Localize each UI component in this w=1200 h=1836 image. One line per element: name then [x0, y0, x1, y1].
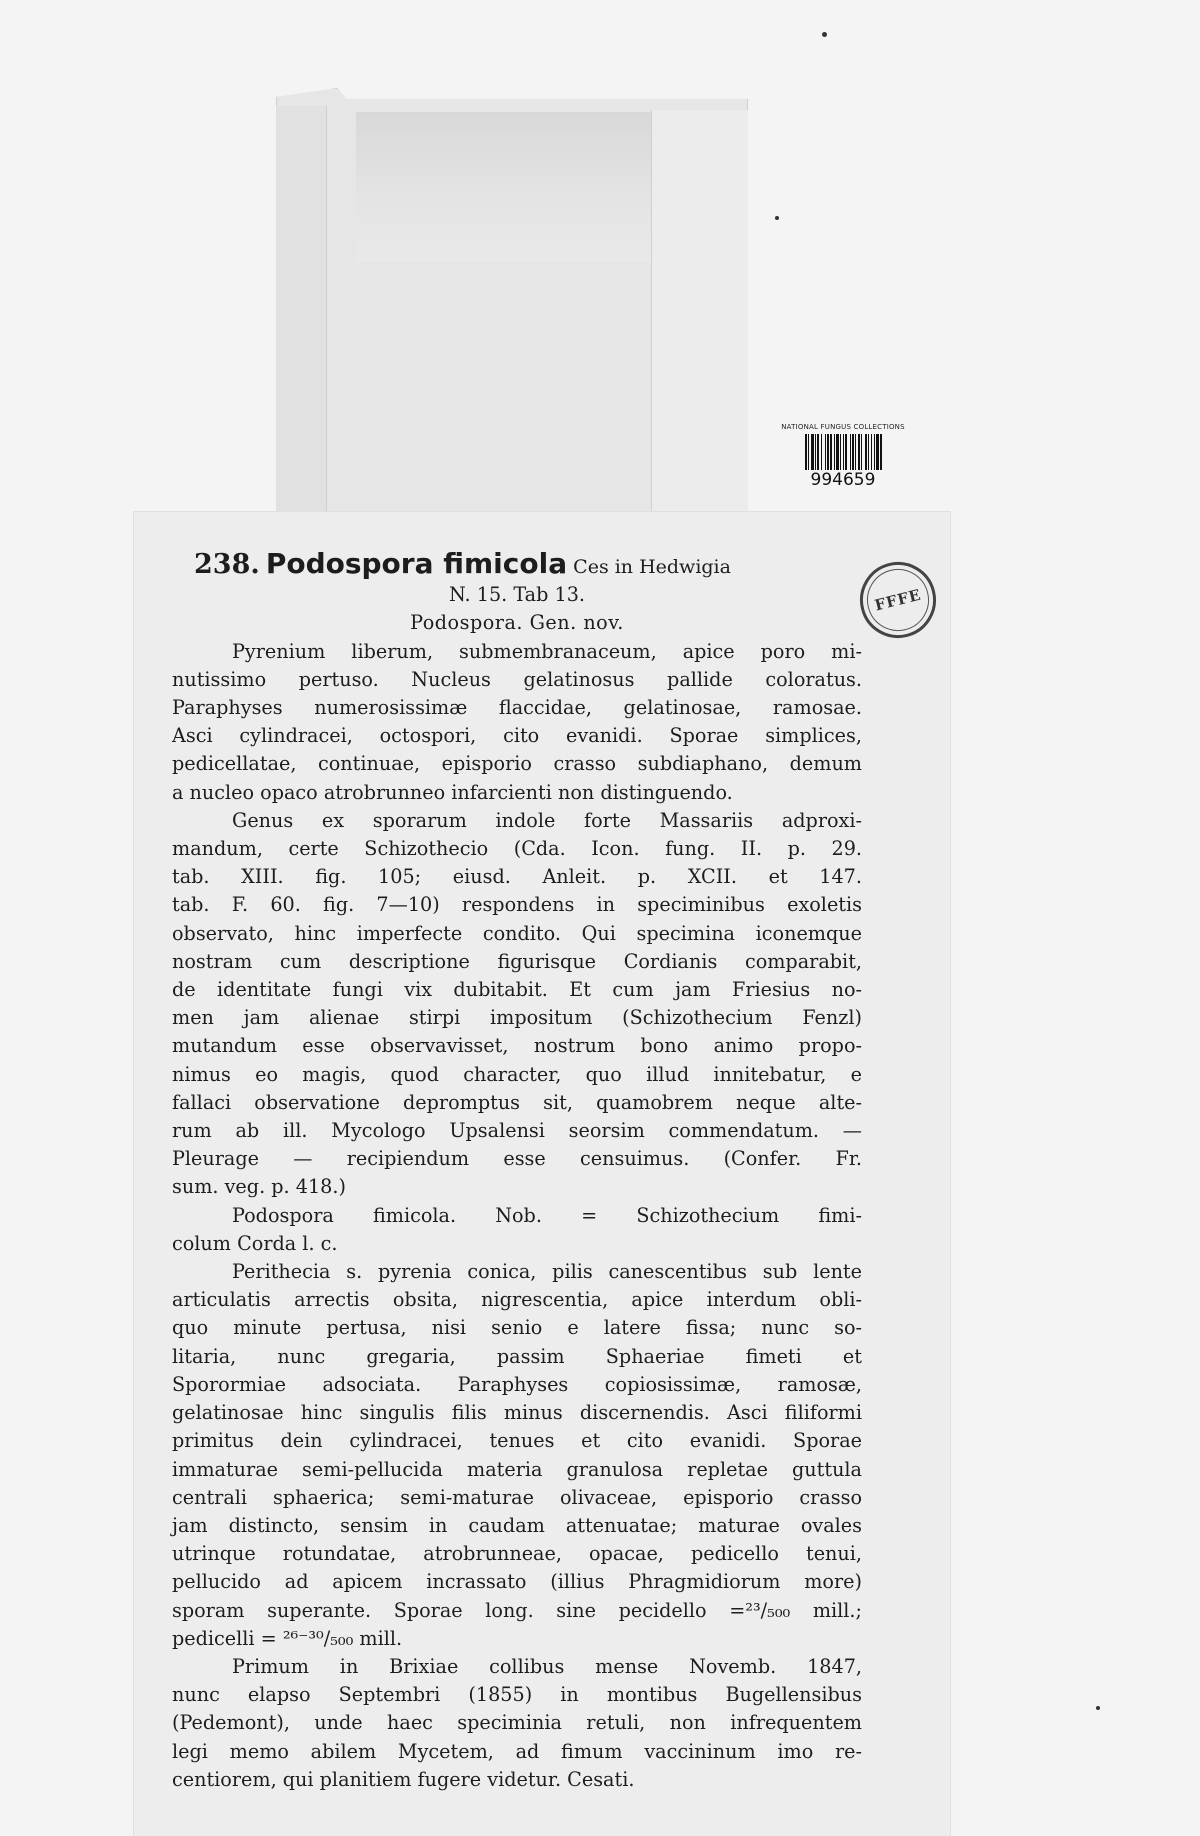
text-line: nostram cum descriptione figurisque Cordianis comparabit, — [172, 949, 862, 973]
stamp-text: FFFE — [872, 585, 924, 615]
text-line: mandum, certe Schizothecio (Cda. Icon. fung. II. p. 29. — [172, 837, 862, 861]
printed-label — [134, 512, 950, 1836]
text-line: pedicelli = ²⁶⁻³⁰/₅₀₀ mill. — [172, 1626, 403, 1650]
species-name: Podospora fimicola — [265, 547, 568, 580]
barcode-label — [758, 422, 928, 502]
citation-line-2: N. 15. Tab 13. — [448, 583, 586, 607]
text-line: legi memo abilem Mycetem, ad fimum vaccininum imo re- — [172, 1739, 862, 1763]
barcode-bars — [764, 434, 922, 470]
text-line: mutandum esse observavisset, nostrum bono animo propo- — [172, 1034, 862, 1058]
text-line: pellucido ad apicem incrassato (illius Phragmidiorum more) — [172, 1570, 862, 1594]
text-line: immaturae semi-pellucida materia granulosa repletae guttula — [172, 1457, 862, 1481]
text-line: Genus ex sporarum indole forte Massariis adproxi- — [232, 808, 862, 832]
barcode-number: 994659 — [810, 470, 876, 490]
entry-number: 238. — [194, 549, 260, 580]
text-line: tab. XIII. fig. 105; eiusd. Anleit. p. XCII. et 147. — [172, 865, 862, 889]
text-line: men jam alienae stirpi impositum (Schizothecium Fenzl) — [172, 1006, 862, 1030]
paper-speck — [1096, 1706, 1100, 1710]
text-line: Asci cylindracei, octospori, cito evanidi. Sporae simplices, — [172, 724, 862, 748]
text-line: observato, hinc imperfecte condito. Qui specimina iconemque — [172, 921, 862, 945]
citation: Ces in Hedwigia — [573, 556, 731, 578]
specimen-packet — [276, 88, 748, 524]
text-line: Pleurage — recipiendum esse censuimus. (Confer. Fr. — [172, 1147, 862, 1171]
packet-right-fold — [651, 110, 748, 524]
paper-speck — [775, 216, 779, 220]
packet-left-fold — [276, 106, 327, 524]
text-line: sporam superante. Sporae long. sine pecidello =²³/₅₀₀ mill.; — [172, 1598, 862, 1622]
text-line: utrinque rotundatae, atrobrunneae, opacae, pedicello tenui, — [172, 1542, 862, 1566]
text-line: Perithecia s. pyrenia conica, pilis canescentibus sub lente — [232, 1260, 862, 1284]
barcode-bar — [880, 434, 882, 470]
text-line: (Pedemont), unde haec speciminia retuli, non infrequentem — [172, 1711, 862, 1735]
label-body — [172, 638, 862, 1794]
text-line: fallaci observatione depromptus sit, quamobrem neque alte- — [172, 1090, 862, 1114]
text-line: Podospora fimicola. Nob. = Schizothecium fimi- — [232, 1203, 862, 1227]
text-line: de identitate fungi vix dubitabit. Et cum jam Friesius no- — [172, 978, 862, 1002]
text-line: centrali sphaerica; semi-maturae olivaceae, episporio crasso — [172, 1485, 862, 1509]
text-line: nunc elapso Septembri (1855) in montibus Bugellensibus — [172, 1683, 862, 1707]
text-line: Sporormiae adsociata. Paraphyses copiosissimæ, ramosæ, — [172, 1372, 862, 1396]
text-line: jam distincto, sensim in caudam attenuatae; maturae ovales — [172, 1513, 862, 1537]
text-line: Primum in Brixiae collibus mense Novemb. 1847, — [232, 1654, 862, 1678]
label-title — [172, 547, 862, 581]
genus-heading: Podospora. Gen. nov. — [410, 611, 624, 635]
type-stamp — [852, 554, 944, 646]
text-line: Pyrenium liberum, submembranaceum, apice poro mi- — [232, 639, 862, 663]
text-line: quo minute pertusa, nisi senio e latere fissa; nunc so- — [172, 1316, 862, 1340]
text-line: litaria, nunc gregaria, passim Sphaeriae fimeti et — [172, 1344, 862, 1368]
text-line: colum Corda l. c. — [172, 1231, 338, 1255]
barcode-header: NATIONAL FUNGUS COLLECTIONS — [781, 423, 905, 431]
text-line: nimus eo magis, quod character, quo illud innitebatur, e — [172, 1062, 862, 1086]
text-line: nutissimo pertuso. Nucleus gelatinosus pallide coloratus. — [172, 667, 862, 691]
label-text — [172, 547, 862, 1794]
text-line: sum. veg. p. 418.) — [172, 1175, 346, 1199]
text-line: centiorem, qui planitiem fugere videtur. Cesati. — [172, 1767, 635, 1791]
packet-flap — [356, 112, 656, 262]
text-line: gelatinosae hinc singulis filis minus discernendis. Asci filiformi — [172, 1401, 862, 1425]
text-line: primitus dein cylindracei, tenues et cito evanidi. Sporae — [172, 1429, 862, 1453]
text-line: Paraphyses numerosissimæ flaccidae, gelatinosae, ramosae. — [172, 696, 862, 720]
paper-speck — [822, 32, 827, 37]
text-line: pedicellatae, continuae, episporio crasso subdiaphano, demum — [172, 752, 862, 776]
text-line: rum ab ill. Mycologo Upsalensi seorsim commendatum. — — [172, 1119, 862, 1143]
text-line: articulatis arrectis obsita, nigrescentia, apice interdum obli- — [172, 1288, 862, 1312]
text-line: a nucleo opaco atrobrunneo infarcienti non distinguendo. — [172, 780, 733, 804]
text-line: tab. F. 60. fig. 7—10) respondens in speciminibus exoletis — [172, 893, 862, 917]
